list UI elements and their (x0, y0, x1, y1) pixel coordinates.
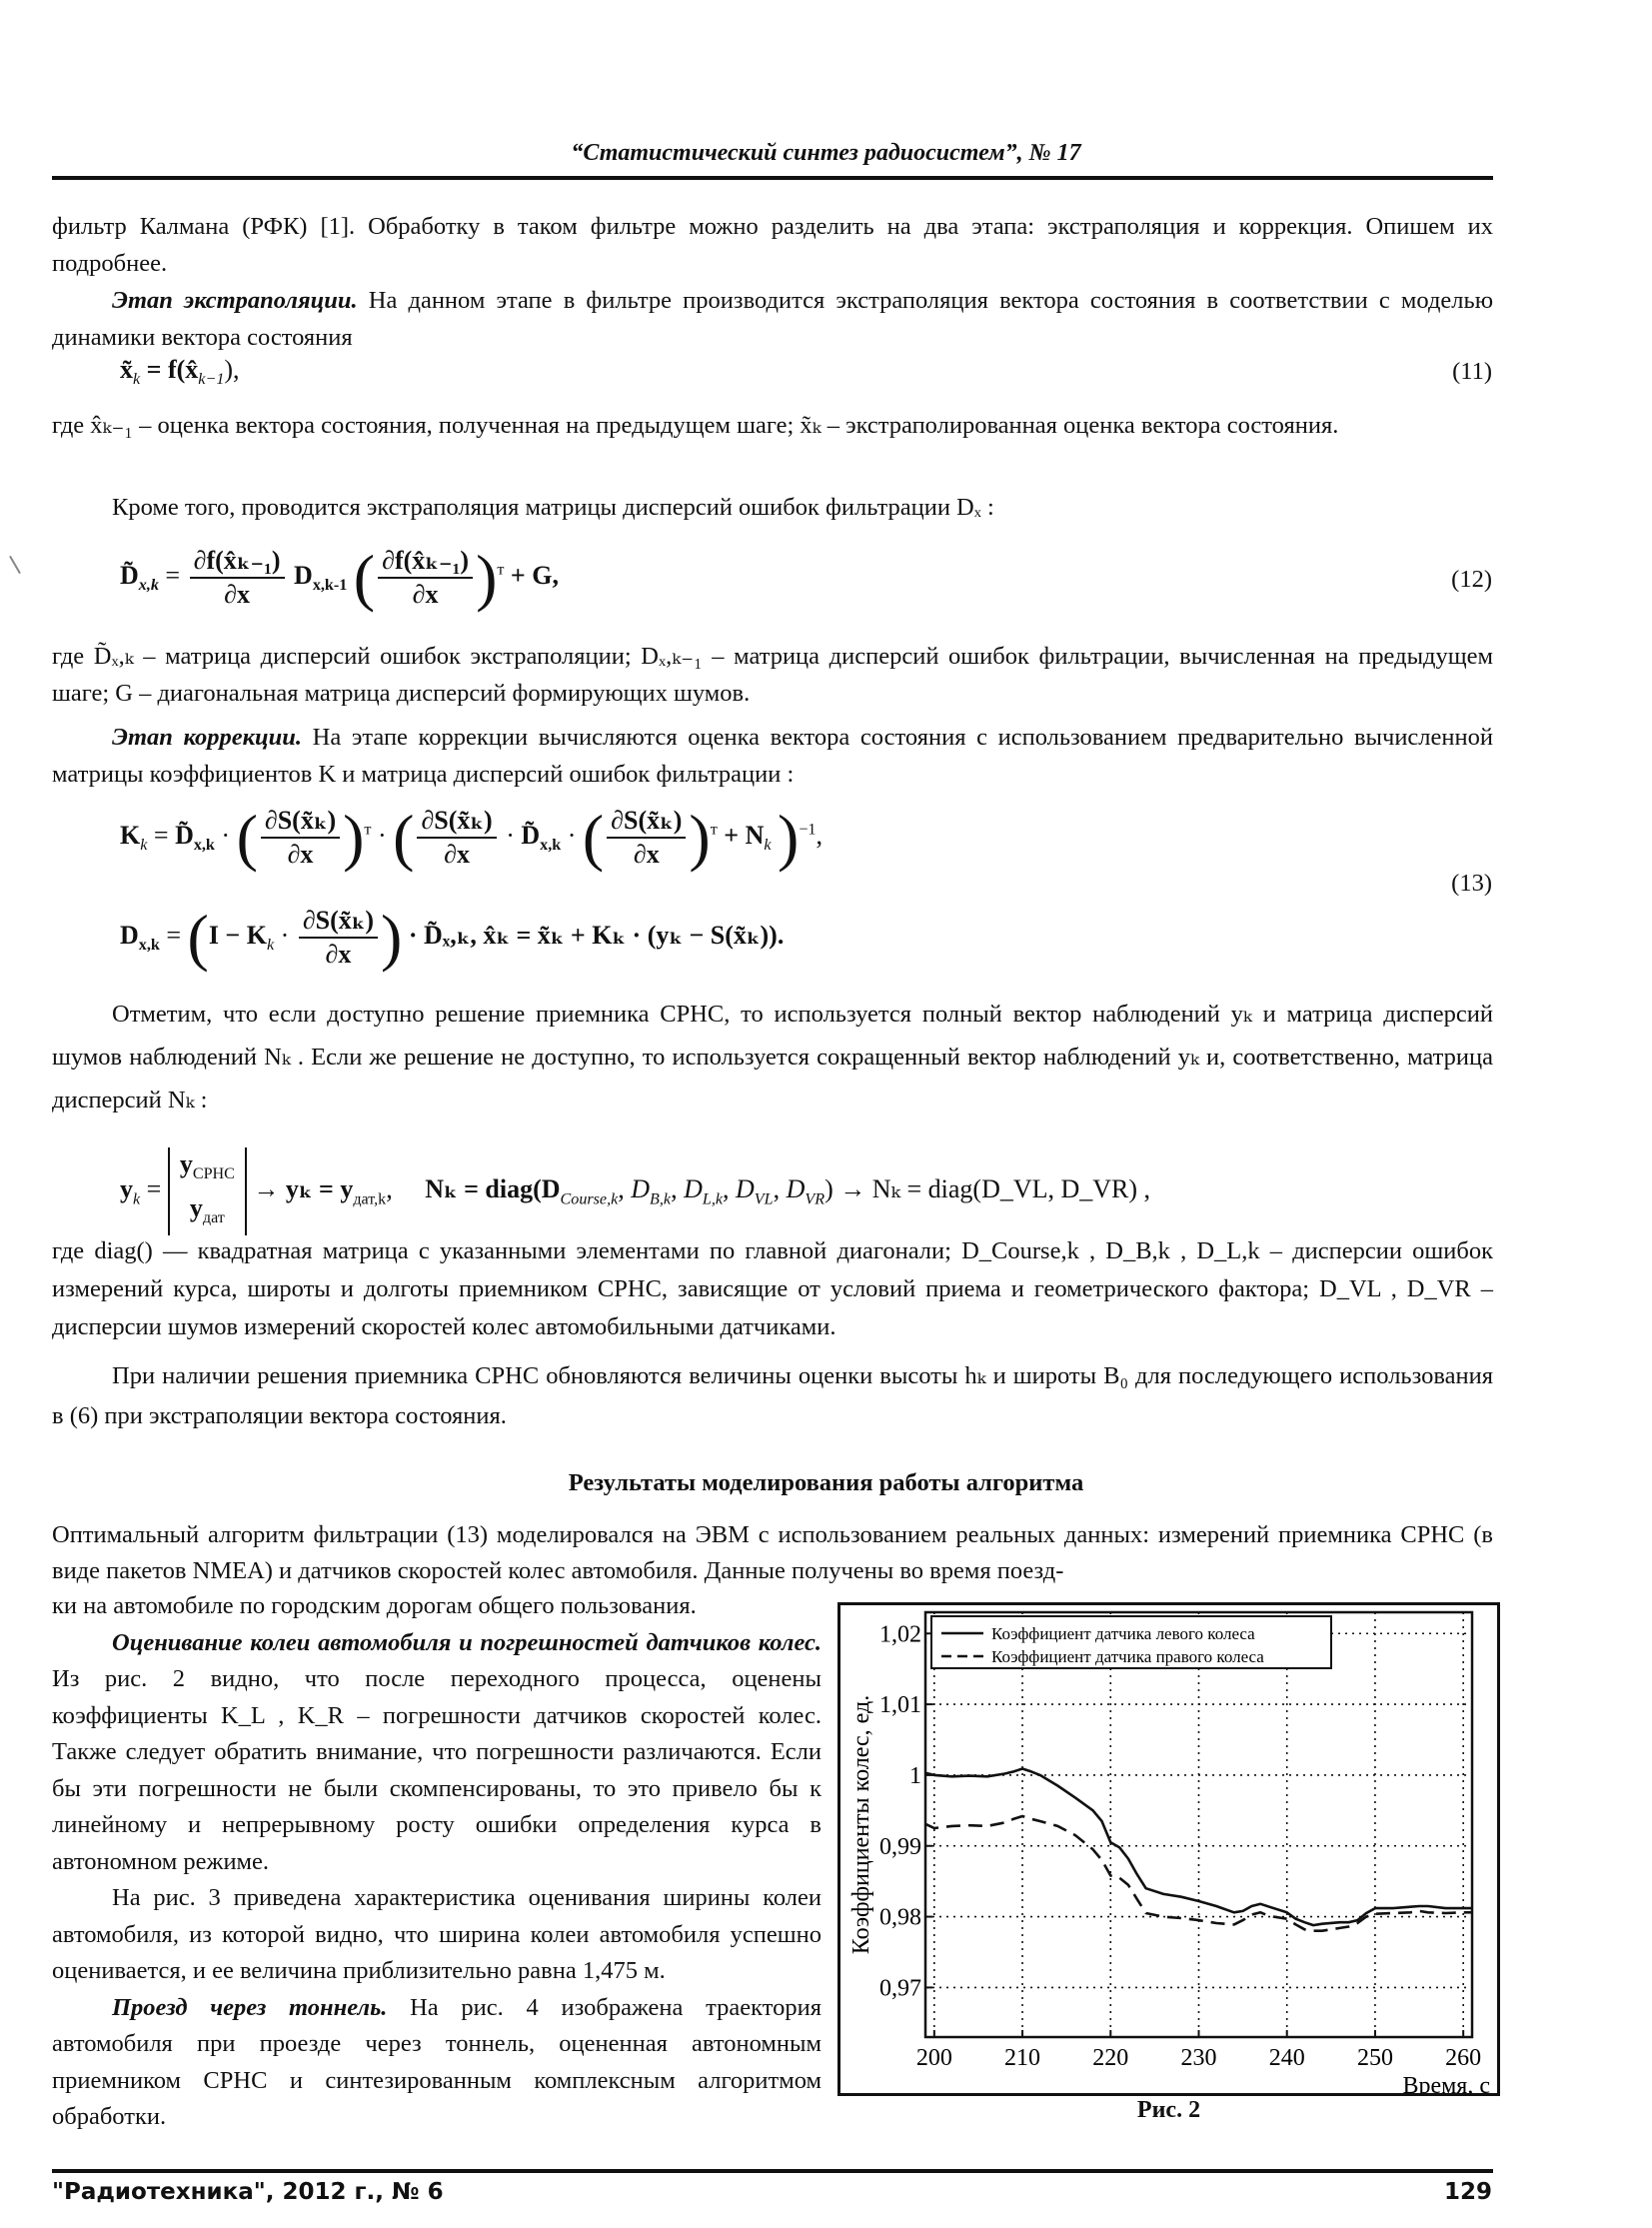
figure-2-frame (837, 1602, 1500, 2096)
paragraph: На рис. 3 приведена характеристика оценивания ширины колеи автомобиля, из которой видно, что ширина колеи автомобиля успешно оценивается, и ее величина приблизительно равна 1,475 м. (52, 1884, 822, 1984)
equation-number: (11) (1452, 358, 1492, 385)
x-tick-label: 230 (1180, 2045, 1217, 2071)
paragraph: где D̃ₓ,ₖ – матрица дисперсий ошибок экстраполяции; Dₓ,ₖ₋₁ – матрица дисперсий ошибок фильтрации, вычисленная на предыдущем шаге; G – диагональная матрица дисперсий формирующих шумов. (52, 643, 1493, 707)
y-tick-label: 0,99 (879, 1833, 921, 1860)
equation-13-gain: $K_k$ = $D̃_{x,k}$ · ( $\frac{\text{∂S(x̃ₖ)}}{\partial x}$ )$^т$ · ( $\frac{\text{∂S(x̃ₖ)}}{\partial x}$ · $D̃_{x,k}$ · ( $\frac{\text{∂S(x̃ₖ)}}{\partial x}$ )$^т + N_k$ )$^{-1}$, (120, 802, 823, 873)
x-tick-label: 220 (1092, 2045, 1129, 2071)
paragraph (52, 719, 1493, 793)
paragraph-lead: Этап коррекции. (112, 724, 303, 751)
x-tick-label: 250 (1356, 2045, 1393, 2071)
column-text (52, 1588, 822, 2136)
paragraph (52, 282, 1493, 356)
paragraph: Оптимальный алгоритм фильтрации (13) моделировался на ЭВМ с использованием реальных данных: измерений приемника СРНС (в виде пакетов NMEA) и датчиков скоростей колес автомобиля. Данные получены во время поезд- (52, 1521, 1493, 1584)
paragraph: Отметим, что если доступно решение приемника СРНС, то используется полный вектор наблюдений yₖ и матрица дисперсий шумов наблюдений Nₖ . Если же решение не доступно, то используется сокращенный вектор наблюдений yₖ и, соответственно, матрица дисперсий Nₖ : (52, 1001, 1493, 1114)
running-title: “Статистический синтез радиосистем”, № 17 (571, 140, 1081, 166)
equation-number: (12) (1451, 566, 1492, 593)
y-tick-label: 0,98 (879, 1904, 921, 1931)
equation-12: $D̃_{x,k}$ = $\frac{\text{∂f(x̂ₖ₋₁)}}{\partial x}$ $D_{x,k-1}$ ( $\frac{\text{∂f(x̂ₖ₋₁)}}{\partial x}$ )$^т$ + G, (120, 542, 559, 613)
y-tick-label: 0,97 (879, 1975, 921, 2002)
paragraph: Кроме того, проводится экстраполяция матрицы дисперсий ошибок фильтрации Dₓ : (112, 494, 994, 521)
paragraph-text: На данном этапе в фильтре производится экстраполяция вектора состояния в соответствии с моделью динамики вектора состояния (52, 287, 1493, 351)
legend-label: Коэффициент датчика правого колеса (991, 1647, 1264, 1666)
figure-2-chart (840, 1605, 1497, 2093)
scan-mark (9, 556, 21, 574)
page-number: 129 (1443, 2179, 1492, 2205)
x-axis-label: Время, с (1402, 2073, 1490, 2093)
y-tick-label: 1,02 (879, 1621, 921, 1648)
series-line-left-wheel (925, 1769, 1472, 1926)
paragraph: При наличии решения приемника СРНС обновляются величины оценки высоты hₖ и широты B₀ для последующего использования в (6) при экстраполяции вектора состояния. (52, 1362, 1493, 1429)
paragraph-lead: Этап экстраполяции. (112, 287, 358, 314)
paragraph: фильтр Калмана (РФК) [1]. Обработку в таком фильтре можно разделить на два этапа: экстраполяция и коррекция. Опишем их подробнее. (52, 213, 1493, 277)
x-tick-label: 240 (1268, 2045, 1305, 2071)
header-rule (52, 176, 1493, 180)
equation-number: (13) (1451, 870, 1492, 897)
paragraph: Проезд через тоннель. На рис. 4 изображена траектория автомобиля при проезде через тоннель, оцененная автономным приемником СРНС и синтезированным комплексным алгоритмом обработки. (52, 1993, 822, 2130)
equation-13-covariance: $D_{x,k} = (I - K_k$ · $\frac{\text{∂S(x̃ₖ)}}{\partial x}$ ) · D̃ₓ,ₖ, x̂ₖ = x̃ₖ + Kₖ · (yₖ − S(x̃ₖ)). (120, 902, 785, 973)
paragraph: Оценивание колеи автомобиля и погрешностей датчиков колес. Из рис. 2 видно, что после переходного процесса, оценены коэффициенты K_L , K_R – погрешности датчиков скоростей колес. Также следует обратить внимание, что погрешности различаются. Если бы эти погрешности не были скомпенсированы, то это привело бы к линейному и непрерывному росту ошибки определения курса в автономном режиме. (52, 1628, 822, 1875)
paragraph: где diag() — квадратная матрица с указанными элементами по главной диагонали; D_Course,k , D_B,k , D_L,k – дисперсии ошибок измерений курса, широты и долготы приемником СРНС, зависящие от условий приема и геометрического фактора; D_VL , D_VR – дисперсии шумов измерений скоростей колес автомобильными датчиками. (52, 1237, 1493, 1340)
y-tick-label: 1 (909, 1762, 921, 1789)
x-tick-label: 260 (1445, 2045, 1482, 2071)
paragraph: где x̂ₖ₋₁ – оценка вектора состояния, полученная на предыдущем шаге; x̃ₖ – экстраполированная оценка вектора состояния. (52, 412, 1339, 439)
paragraph-text: На этапе коррекции вычисляются оценка вектора состояния с использованием предварительно вычисленной матрицы коэффициентов K и матрица дисперсий ошибок фильтрации : (52, 724, 1493, 788)
x-tick-label: 200 (915, 2045, 952, 2071)
paragraph: ки на автомобиле по городским дорогам общего пользования. (52, 1592, 697, 1619)
y-tick-label: 1,01 (879, 1692, 921, 1719)
equation-11: $x̃_k$ = $f(x̂_{k-1})$, (120, 355, 240, 389)
section-title: Результаты моделирования работы алгоритма (568, 1469, 1084, 1496)
fraction: $\frac{\text{∂f(x̂ₖ₋₁)}}{\partial x}$ (190, 545, 285, 611)
equation-observations: $y_k$ = $y_{СРНС}$ $y_{дат}$ → $y_k = y_{дат,k}$, $N_k = diag(D_{Course,k}$, $D_{B,k}$, $D_{L,k}$, $D_{VL}$, $D_{VR}) \to N_k$ = diag(D_VL, D_VR) , (120, 1147, 1150, 1235)
y-axis-label: Коэффициенты колес, ед. (848, 1694, 874, 1955)
figure-caption: Рис. 2 (1136, 2097, 1201, 2123)
legend-label: Коэффициент датчика левого колеса (991, 1624, 1255, 1643)
footer-rule (52, 2169, 1493, 2173)
journal-name: "Радиотехника", 2012 г., № 6 (52, 2179, 444, 2205)
x-tick-label: 210 (1004, 2045, 1041, 2071)
